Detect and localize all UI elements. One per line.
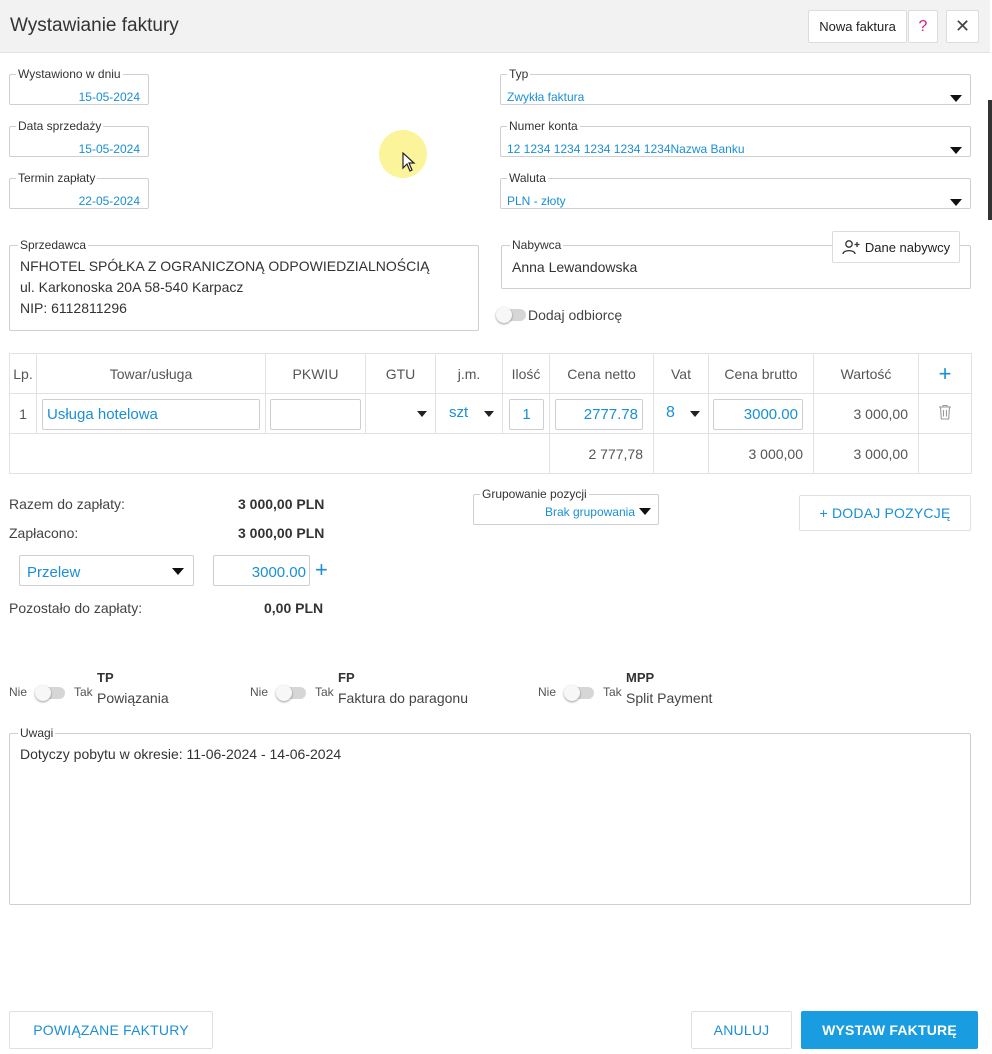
total-gross: 3 000,00: [709, 434, 814, 474]
fp-toggle[interactable]: [278, 687, 306, 699]
unit-select[interactable]: [436, 394, 503, 434]
add-recipient-label: Dodaj odbiorcę: [528, 307, 623, 323]
currency-label: Waluta: [509, 171, 546, 185]
add-row-button[interactable]: +: [919, 354, 972, 394]
account-number-select[interactable]: [500, 119, 971, 157]
paid-label: Zapłacono:: [9, 525, 79, 541]
account-number-value: 12 1234 1234 1234 1234 1234Nazwa Banku: [507, 142, 745, 156]
buyer-data-button-label: Dane nabywcy: [864, 239, 951, 255]
buyer-name: Anna Lewandowska: [512, 259, 638, 275]
item-name-input[interactable]: Usługa hotelowa: [42, 399, 260, 430]
paid-value: 3 000,00 PLN: [238, 525, 325, 541]
add-item-button[interactable]: + DODAJ POZYCJĘ: [799, 495, 971, 531]
chevron-down-icon: [950, 199, 962, 206]
chevron-down-icon: [172, 568, 184, 575]
currency-select[interactable]: [500, 171, 971, 209]
table-header-row: [10, 354, 972, 394]
totals-row: [10, 434, 972, 474]
cancel-button[interactable]: ANULUJ: [691, 1011, 792, 1049]
title-bar: [0, 0, 990, 53]
grouping-select[interactable]: [473, 487, 659, 525]
items-table: [9, 353, 972, 474]
column-header: Cena netto: [550, 354, 654, 394]
mpp-code: MPP: [626, 670, 655, 685]
toggle-no-label: Nie: [538, 685, 557, 699]
total-net: 2 777,78: [550, 434, 654, 474]
remaining-label: Pozostało do zapłaty:: [9, 600, 143, 616]
grouping-value: Brak grupowania: [544, 505, 635, 519]
issue-date-label: Wystawiono w dniu: [18, 67, 121, 81]
account-number-label: Numer konta: [509, 119, 578, 133]
seller-box[interactable]: [9, 238, 479, 331]
mouse-cursor-icon: [402, 152, 416, 172]
notes-label: Uwagi: [20, 726, 54, 740]
add-person-icon: [842, 239, 860, 255]
column-header: Cena brutto: [709, 354, 814, 394]
column-header: Lp.: [10, 354, 37, 394]
column-header: PKWIU: [266, 354, 366, 394]
issue-date-value: 15-05-2024: [78, 90, 140, 104]
vat-value: 8: [666, 404, 675, 421]
row-value: 3 000,00: [814, 394, 919, 434]
payment-method-value: Przelew: [27, 564, 81, 581]
buyer-data-button[interactable]: [832, 231, 960, 263]
column-header: j.m.: [436, 354, 503, 394]
chevron-down-icon: [417, 411, 427, 417]
toggle-no-label: Nie: [250, 685, 269, 699]
help-button[interactable]: ?: [908, 10, 938, 43]
scrollbar[interactable]: [988, 100, 992, 220]
sale-date-value: 15-05-2024: [78, 142, 140, 156]
notes-textarea[interactable]: [9, 726, 971, 905]
currency-value: PLN - złoty: [507, 194, 566, 208]
window-title: Wystawianie faktury: [10, 15, 179, 36]
total-value: 3 000,00: [814, 434, 919, 474]
column-header: Wartość: [814, 354, 919, 394]
delete-row-button[interactable]: [919, 394, 972, 434]
net-price-input[interactable]: 2777.78: [555, 399, 643, 430]
chevron-down-icon: [950, 147, 962, 154]
fp-description: Faktura do paragonu: [338, 690, 468, 706]
grouping-label: Grupowanie pozycji: [482, 487, 587, 501]
payment-amount-input[interactable]: [213, 555, 310, 586]
toggle-yes-label: Tak: [74, 685, 93, 699]
gross-price-input[interactable]: 3000.00: [713, 399, 803, 430]
due-date-label: Termin zapłaty: [18, 171, 96, 185]
sale-date-field[interactable]: [9, 119, 149, 157]
toggle-yes-label: Tak: [315, 685, 334, 699]
add-payment-button[interactable]: +: [315, 557, 328, 582]
invoice-type-label: Typ: [509, 67, 529, 81]
table-row: [10, 394, 972, 434]
due-date-value: 22-05-2024: [78, 194, 140, 208]
invoice-type-select[interactable]: [500, 67, 971, 105]
due-date-field[interactable]: [9, 171, 149, 209]
invoice-type-value: Zwykła faktura: [507, 90, 585, 104]
chevron-down-icon: [690, 411, 700, 417]
total-due-value: 3 000,00 PLN: [238, 496, 325, 512]
seller-address: ul. Karkonoska 20A 58-540 Karpacz: [20, 279, 244, 295]
column-header: Ilość: [503, 354, 550, 394]
seller-name: NFHOTEL SPÓŁKA Z OGRANICZONĄ ODPOWIEDZIALNOŚCIĄ: [20, 258, 430, 274]
column-header: Vat: [654, 354, 709, 394]
trash-icon: [938, 404, 952, 420]
new-invoice-button[interactable]: Nowa faktura: [808, 10, 907, 43]
fp-code: FP: [338, 670, 355, 685]
toggle-no-label: Nie: [9, 685, 28, 699]
notes-value: Dotyczy pobytu w okresie: 11-06-2024 - 14-06-2024: [20, 746, 342, 762]
toggle-yes-label: Tak: [603, 685, 622, 699]
add-recipient-toggle[interactable]: [498, 309, 526, 321]
chevron-down-icon: [639, 508, 651, 515]
issue-invoice-button[interactable]: WYSTAW FAKTURĘ: [801, 1011, 978, 1049]
total-due-label: Razem do zapłaty:: [9, 496, 125, 512]
row-number: 1: [10, 394, 37, 434]
column-header: Towar/usługa: [37, 354, 266, 394]
tp-description: Powiązania: [97, 690, 169, 706]
chevron-down-icon: [950, 95, 962, 102]
gtu-select[interactable]: [366, 394, 436, 434]
remaining-value: 0,00 PLN: [264, 600, 324, 616]
vat-select[interactable]: [654, 394, 709, 434]
quantity-input[interactable]: 1: [509, 399, 544, 430]
payment-method-select[interactable]: [19, 555, 194, 586]
sale-date-label: Data sprzedaży: [18, 119, 102, 133]
chevron-down-icon: [484, 411, 494, 417]
tp-code: TP: [97, 670, 114, 685]
column-header: GTU: [366, 354, 436, 394]
seller-label: Sprzedawca: [20, 238, 87, 252]
buyer-label: Nabywca: [512, 238, 562, 252]
tp-toggle[interactable]: [37, 687, 65, 699]
mpp-description: Split Payment: [626, 690, 713, 706]
pkwiu-input[interactable]: [270, 399, 361, 430]
related-invoices-button[interactable]: POWIĄZANE FAKTURY: [9, 1011, 213, 1049]
close-button[interactable]: ✕: [946, 10, 979, 43]
payment-amount-value: 3000.00: [251, 564, 306, 581]
unit-value: szt: [449, 404, 469, 421]
mpp-toggle[interactable]: [566, 687, 594, 699]
seller-nip: NIP: 6112811296: [20, 300, 127, 316]
issue-date-field[interactable]: [9, 67, 149, 105]
